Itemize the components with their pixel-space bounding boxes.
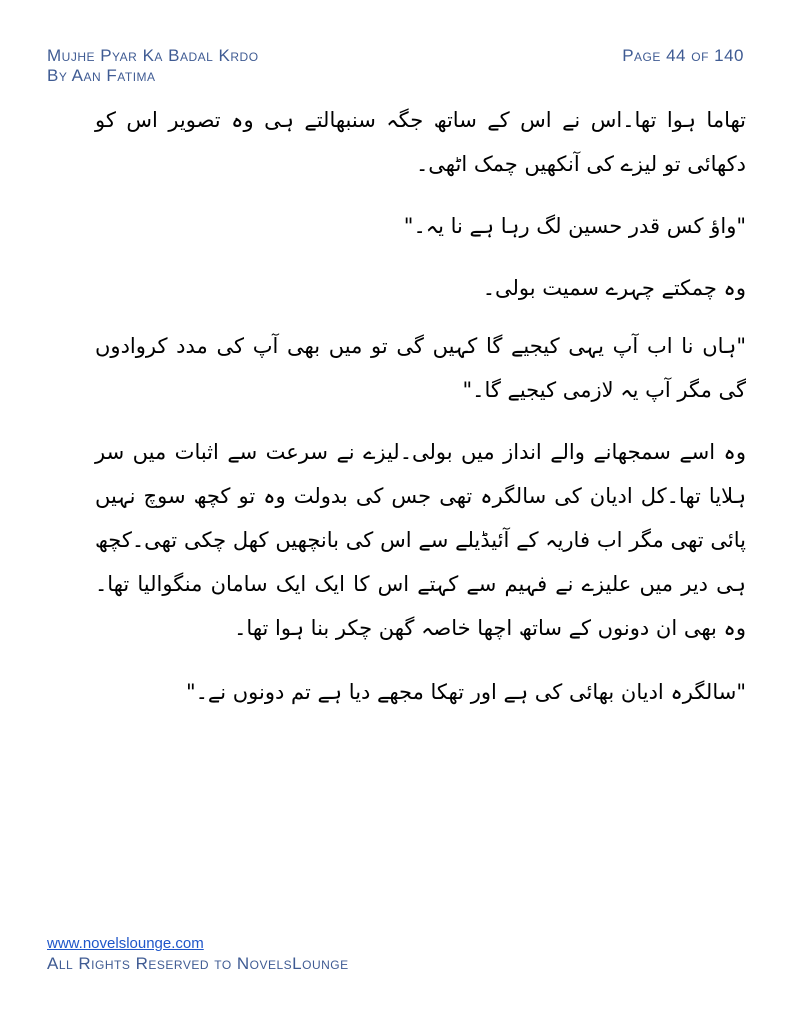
page-number: Page 44 of 140 [622,46,744,65]
page-footer [47,935,349,975]
rights-notice: All Rights Reserved to NovelsLounge [47,954,349,973]
author-name: By Aan Fatima [47,66,156,85]
website-link[interactable]: www.novelslounge.com [47,935,204,952]
story-body [95,98,746,730]
paragraph-2: "واؤ کس قدر حسین لگ رہا ہے نا یہ۔" [403,214,746,238]
paragraph-6: "سالگرہ ادیان بھائی کی ہے اور تھکا مجھے دیا ہے تم دونوں نے۔" [185,680,746,704]
page-header-left [47,46,259,86]
paragraph-3: وہ چمکتے چہرے سمیت بولی۔ [482,276,746,300]
novel-title: Mujhe Pyar Ka Badal Krdo [47,46,259,65]
paragraph-4: "ہاں نا اب آپ یہی کیجیے گا کہیں گی تو میں بھی آپ کی مدد کروادوں گی مگر آپ یہ لازمی کیجیے گا۔" [95,334,746,402]
paragraph-1: تھاما ہوا تھا۔اس نے اس کے ساتھ جگہ سنبھالتے ہی وہ تصویر اس کو دکھائی تو لیزے کی آنکھیں چمک اٹھی۔ [95,108,746,176]
paragraph-5: وہ اسے سمجھانے والے انداز میں بولی۔لیزے نے سرعت سے اثبات میں سر ہلایا تھا۔کل ادیان کی سالگرہ تھی جس کی بدولت وہ تو کچھ سوچ نہیں پائی تھی مگر اب فاریہ کے آئیڈیلے سے اس کی بانچھیں کھل چکی تھی۔کچھ ہی دیر میں علیزے نے فہیم سے کہتے اس کا ایک ایک سامان منگوالیا تھا۔وہ بھی ان دونوں کے ساتھ اچھا خاصہ گھن چکر بنا ہوا تھا۔ [95,440,746,640]
